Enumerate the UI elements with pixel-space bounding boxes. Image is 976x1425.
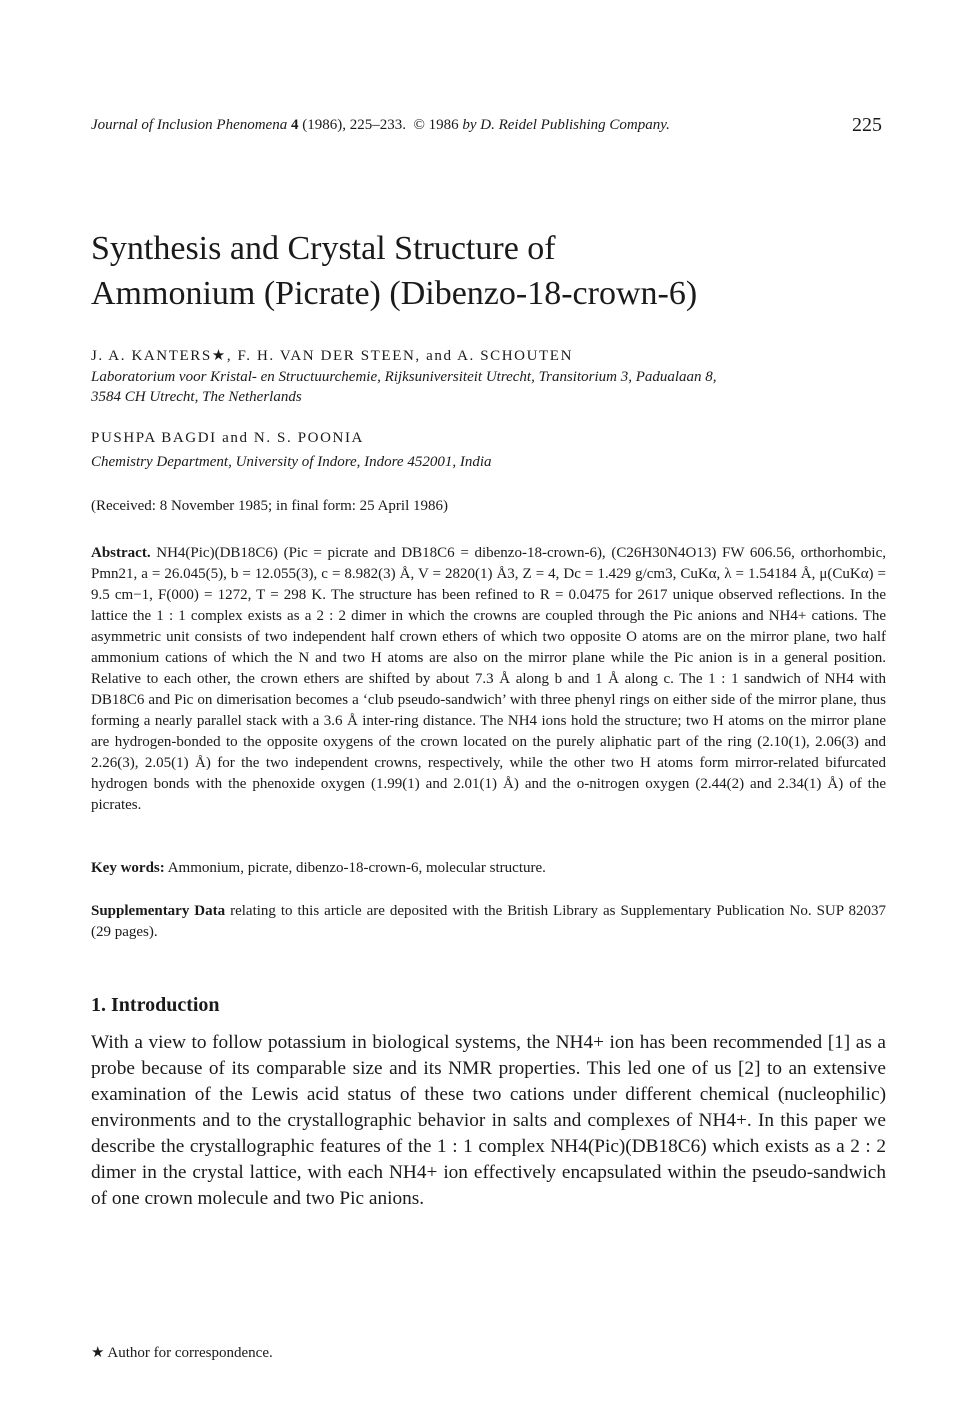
journal-name: Journal of Inclusion Phenomena [91,117,288,133]
year-pages: (1986), 225–233. [302,117,406,133]
title-line-2: Ammonium (Picrate) (Dibenzo-18-crown-6) [91,275,698,312]
abstract-text: NH4(Pic)(DB18C6) (Pic = picrate and DB18C6 = dibenzo-18-crown-6), (C26H30N4O13) FW 606.56, orthorhombic, Pmn21, a = 26.045(5), b = 12.055(3), c = 8.982(3) Å, V = 2820(1) Å3, Z = 4, Dc = 1.429 g/cm3, CuKα, λ = 1.54184 Å, μ(CuKα) = 9.5 cm−1, F(000) = 1272, T = 298 K. The structure has been refined to R = 0.0475 for 2617 unique observed reflections. In the lattice the 1 : 1 complex exists as a 2 : 2 dimer in which the crowns are coupled through the Pic anions and NH4+ cations. The asymmetric unit consists of two independent half crown ethers of which two opposite O atoms are on the mirror plane, two half ammonium cations of which the N and two H atoms are also on the mirror plane while the Pic anion is in a general position. Relative to each other, the crown ethers are shifted by about 7.3 Å along b and 1 Å along c. The 1 : 1 sandwich of NH4 with DB18C6 and Pic on dimerisation becomes a ‘club pseudo-sandwich’ with three phenyl rings on either side of the mirror plane, thus forming a nearly parallel stack with a 3.6 Å inter-ring distance. The NH4 ions hold the structure; two H atoms on the mirror plane are hydrogen-bonded to the opposite oxygens of the crown located on the purely aliphatic part of the ring (2.10(1), 2.06(3) and 2.26(3), 2.05(1) Å) for the two independent crowns, respectively, while the other two H atoms form mirror-related bifurcated hydrogen bonds with the phenoxide oxygen (1.99(1) and 2.01(1) Å) and the o-nitrogen oxygen (2.44(2) and 2.34(1) Å) of the picrates. [91,545,886,813]
paper-title [91,226,911,316]
affiliation-1-line-2: 3584 CH Utrecht, The Netherlands [91,389,302,405]
received-dates: (Received: 8 November 1985; in final form: 25 April 1986) [91,498,449,514]
footnote: ★ Author for correspondence. [91,1345,273,1361]
affiliation-1-line-1: Laboratorium voor Kristal- en Structuurchemie, Rijksuniversiteit Utrecht, Transitorium 3, Padualaan 8, [91,369,717,385]
affiliation-1 [91,367,891,407]
supplementary-data [91,901,886,943]
author-list-1: J. A. KANTERS★, F. H. VAN DER STEEN, and A. SCHOUTEN [91,348,574,364]
introduction-paragraph: With a view to follow potassium in biological systems, the NH4+ ion has been recommended [1] as a probe because of its comparable size and its NMR properties. This led one of us [2] to an extensive examination of the Lewis acid status of these two cations under different chemical (nucleophilic) environments and to the crystallographic behavior in salts and complexes of NH4+. In this paper we describe the crystallographic features of the 1 : 1 complex NH4(Pic)(DB18C6) which exists as a 2 : 2 dimer in the crystal lattice, with each NH4+ ion effectively encapsulated within the pseudo-sandwich of one crown molecule and two Pic anions. [91,1032,886,1209]
author-list-2: PUSHPA BAGDI and N. S. POONIA [91,430,364,446]
abstract-label: Abstract. [91,545,151,561]
copyright: © 1986 [413,117,459,133]
publisher: by D. Reidel Publishing Company. [462,117,670,133]
affiliation-2: Chemistry Department, University of Indore, Indore 452001, India [91,454,492,470]
title-line-1: Synthesis and Crystal Structure of [91,230,556,267]
journal-volume: 4 [290,117,299,133]
keywords-text: Ammonium, picrate, dibenzo-18-crown-6, molecular structure. [167,860,546,876]
abstract [91,543,886,816]
keywords [91,858,886,879]
running-header [91,117,791,134]
keywords-label: Key words: [91,860,165,876]
supplementary-text: relating to this article are deposited with the British Library as Supplementary Publication No. SUP 82037 (29 pages). [91,903,886,940]
page-number: 225 [852,114,882,136]
supplementary-label: Supplementary Data [91,903,226,919]
section-heading-introduction: 1. Introduction [91,994,220,1016]
